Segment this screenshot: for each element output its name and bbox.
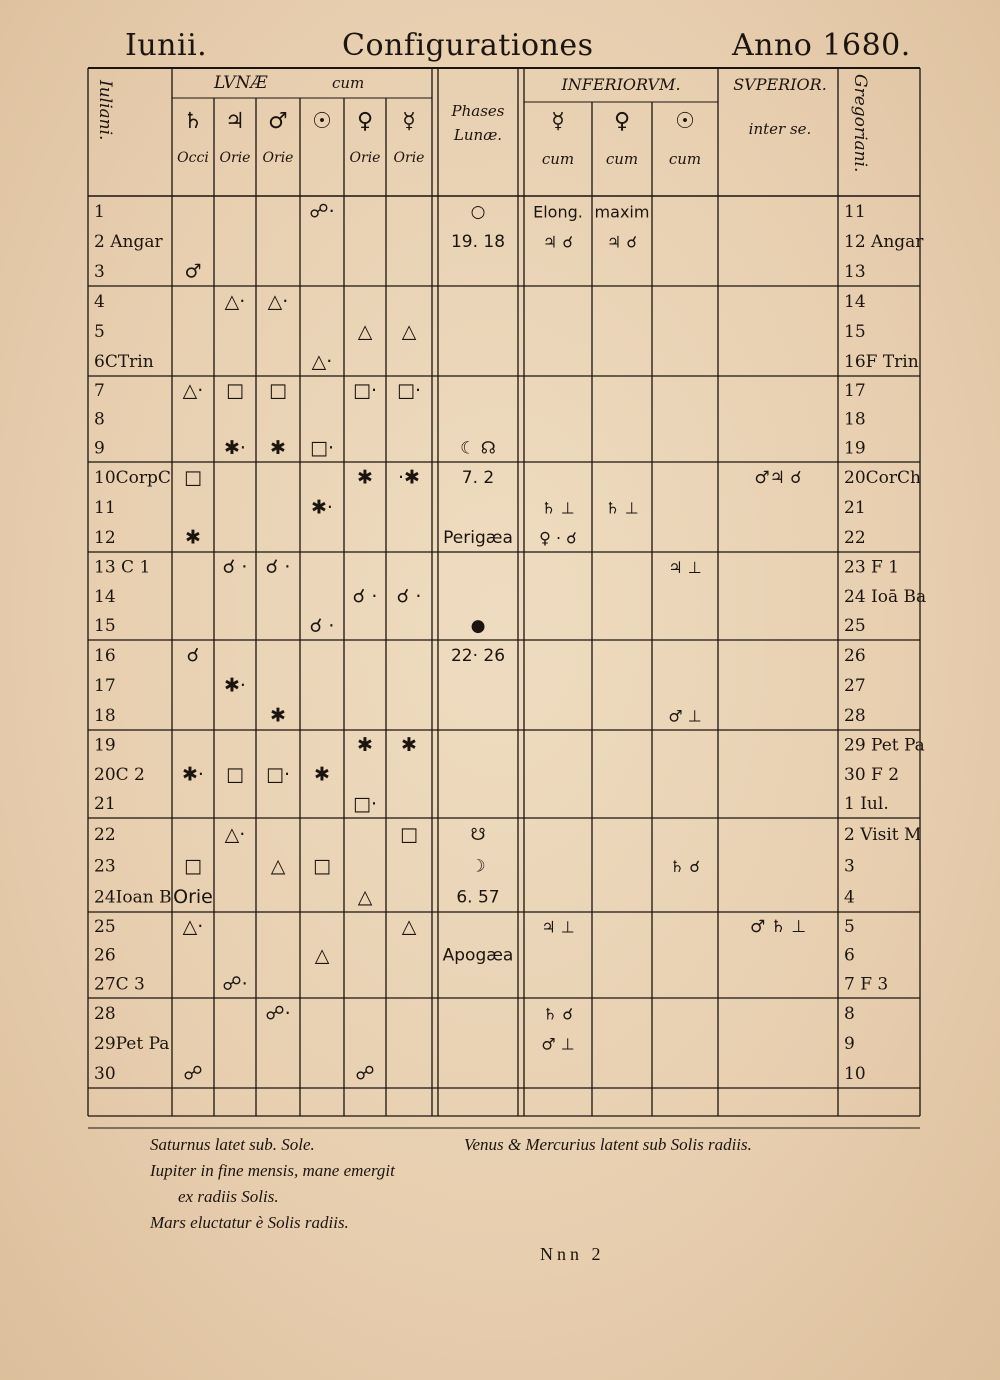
julian-date: 30 xyxy=(94,1064,116,1084)
lunar-aspect: ☍· xyxy=(265,1002,291,1025)
col-header-gregoriani: Gregoriani. xyxy=(850,74,870,173)
lunae-planet-symbol: ♀ xyxy=(356,109,374,134)
lunar-aspect: ✱· xyxy=(182,763,204,786)
signature-mark: Nnn 2 xyxy=(540,1244,605,1264)
col-header-lunae-phase: Lunæ. xyxy=(453,126,503,144)
inferior-aspect: ♄ ☌ xyxy=(542,1004,574,1024)
gregorian-date: 10 xyxy=(844,1064,866,1084)
gregorian-date: 16F Trin xyxy=(844,352,919,372)
gregorian-date: 5 xyxy=(844,917,855,938)
julian-date: 3 xyxy=(94,262,105,282)
inferior-sub-label: cum xyxy=(605,150,639,168)
julian-date: 17 xyxy=(94,676,116,696)
lunar-aspect: ☌ · xyxy=(396,585,422,608)
col-header-iuliani: Iuliani. xyxy=(95,80,115,141)
julian-date: 11 xyxy=(94,498,116,518)
phase-cell: Perigæa xyxy=(443,528,513,548)
gregorian-date: 24 Ioā Ba xyxy=(844,586,927,607)
lunar-aspect: □ xyxy=(184,854,202,877)
note-venus-mercury: Venus & Mercurius latent sub Solis radiis. xyxy=(464,1135,752,1154)
note-jupiter-cont: ex radiis Solis. xyxy=(178,1187,279,1206)
lunar-aspect: △ xyxy=(357,320,373,343)
phase-cell: 22· 26 xyxy=(450,646,506,666)
col-header-phases: Phases xyxy=(451,102,505,120)
col-header-superior: SVPERIOR. xyxy=(733,75,827,94)
lunar-aspect: ✱ xyxy=(270,436,286,459)
lunar-aspect: □ xyxy=(269,379,287,402)
lunar-aspect: ☍· xyxy=(222,972,248,995)
gregorian-date: 25 xyxy=(844,616,866,637)
gregorian-date: 20CorCh xyxy=(844,468,921,488)
gregorian-date: 12 Angar xyxy=(844,232,924,252)
superior-aspect: ♂♃ ☌ xyxy=(754,468,802,488)
inferior-aspect: ♃ ⊥ xyxy=(541,917,575,937)
julian-date: 23 xyxy=(94,856,116,877)
gregorian-date: 2 Visit M xyxy=(844,824,922,845)
gregorian-date: 9 xyxy=(844,1034,855,1054)
gregorian-date: 3 xyxy=(844,856,855,877)
lunar-aspect: △ xyxy=(357,886,373,909)
lunar-aspect: ✱ xyxy=(357,734,373,757)
phase-cell: Apogæa xyxy=(442,945,514,966)
superior-aspect: ♂ ♄ ⊥ xyxy=(749,917,807,938)
gregorian-date: 28 xyxy=(844,706,866,726)
lunar-aspect: ☍· xyxy=(309,200,335,223)
col-header-inferiorum: INFERIORVM. xyxy=(561,75,681,94)
julian-date: 4 xyxy=(94,292,105,312)
lunar-aspect: △· xyxy=(224,290,246,313)
note-jupiter: Iupiter in fine mensis, mane emergit xyxy=(150,1161,395,1180)
gregorian-date: 4 xyxy=(844,887,855,908)
gregorian-date: 18 xyxy=(844,409,866,430)
header-year: Anno 1680. xyxy=(732,28,911,63)
gregorian-date: 11 xyxy=(844,202,866,222)
gregorian-date: 30 F 2 xyxy=(844,764,900,785)
julian-date: 22 xyxy=(94,824,116,845)
gregorian-date: 13 xyxy=(844,262,866,282)
lunar-aspect: ✱· xyxy=(224,436,246,459)
lunar-aspect: □· xyxy=(397,379,421,402)
lunar-aspect: △ xyxy=(270,854,286,877)
gregorian-date: 29 Pet Pa xyxy=(844,735,925,756)
lunae-planet-symbol: ☉ xyxy=(312,109,332,134)
julian-date: 13 C 1 xyxy=(94,557,151,578)
lunar-aspect: ✱· xyxy=(311,496,333,519)
gregorian-date: 1 Iul. xyxy=(844,794,889,815)
inferior-aspect: ♂ ⊥ xyxy=(668,706,702,726)
lunar-aspect: ✱ xyxy=(357,466,373,489)
julian-date: 21 xyxy=(94,794,116,815)
lunar-aspect: ☌ · xyxy=(352,585,378,608)
lunae-sub-label: Occi xyxy=(177,150,209,166)
gregorian-date: 22 xyxy=(844,528,866,548)
lunar-aspect: ☌ xyxy=(186,644,200,667)
inferior-aspect: ♄ ⊥ xyxy=(541,498,575,518)
inferior-planet-symbol: ♀ xyxy=(613,109,631,134)
julian-date: 26 xyxy=(94,945,116,966)
julian-date: 20C 2 xyxy=(94,764,145,785)
julian-date: 16 xyxy=(94,646,116,666)
lunar-aspect: ♂ xyxy=(184,260,202,283)
gregorian-date: 7 F 3 xyxy=(844,974,889,995)
phase-cell: ☾ ☊ xyxy=(460,438,496,459)
inferior-aspect: maxim xyxy=(594,202,650,222)
lunar-aspect: ☍ xyxy=(183,1062,203,1085)
lunar-aspect: □ xyxy=(400,823,418,846)
lunae-planet-symbol: ♄ xyxy=(183,109,203,134)
lunar-aspect: □ xyxy=(313,854,331,877)
inferior-aspect: ♃ ⊥ xyxy=(668,558,702,578)
julian-date: 2 Angar xyxy=(94,232,163,252)
notes-left xyxy=(150,1132,395,1236)
lunae-planet-symbol: ☿ xyxy=(402,109,416,134)
gregorian-date: 8 xyxy=(844,1004,855,1024)
lunar-aspect: △· xyxy=(224,823,246,846)
lunae-planet-symbol: ♃ xyxy=(225,109,245,134)
inferior-planet-symbol: ☉ xyxy=(675,109,695,134)
gregorian-date: 21 xyxy=(844,498,866,518)
inferior-aspect: Elong. xyxy=(533,202,583,222)
inferior-aspect: ♃ ☌ xyxy=(542,232,574,252)
gregorian-date: 6 xyxy=(844,945,855,966)
col-header-cum: cum xyxy=(332,74,365,92)
julian-date: 25 xyxy=(94,917,116,938)
header-month: Iunii. xyxy=(125,28,208,63)
inferior-aspect: ♀ · ☌ xyxy=(539,528,577,548)
phase-cell: ● xyxy=(470,616,486,637)
julian-date: 29Pet Pa xyxy=(94,1034,170,1054)
phase-cell: 7. 2 xyxy=(461,468,495,488)
julian-date: 1 xyxy=(94,202,105,222)
lunar-aspect: ☍ xyxy=(355,1062,375,1085)
lunar-aspect: □ xyxy=(226,379,244,402)
lunar-aspect: △ xyxy=(401,320,417,343)
lunar-aspect: ☌ · xyxy=(265,556,291,579)
lunar-aspect: ·✱ xyxy=(398,466,420,489)
phase-cell: 6. 57 xyxy=(456,887,500,908)
julian-date: 8 xyxy=(94,409,105,430)
gregorian-date: 27 xyxy=(844,676,866,696)
lunar-aspect: ✱ xyxy=(270,704,286,727)
lunar-aspect: □· xyxy=(353,379,377,402)
inferior-sub-label: cum xyxy=(541,150,575,168)
inferior-aspect: ♄ ☌ xyxy=(669,856,701,876)
lunar-aspect: ✱ xyxy=(185,526,201,549)
lunar-aspect: □ xyxy=(226,763,244,786)
julian-date: 18 xyxy=(94,706,116,726)
col-header-inter-se: inter se. xyxy=(748,120,812,138)
lunar-aspect: □· xyxy=(266,763,290,786)
lunar-aspect: △ xyxy=(314,944,330,967)
lunar-aspect: ✱ xyxy=(401,734,417,757)
notes-right xyxy=(464,1132,752,1158)
header-title: Configurationes xyxy=(342,28,594,63)
lunae-sub-label: Orie xyxy=(219,150,251,166)
lunar-aspect: △ xyxy=(401,915,417,938)
phase-cell: ○ xyxy=(470,202,486,222)
lunar-aspect: ✱· xyxy=(224,674,246,697)
lunar-aspect: △· xyxy=(182,379,204,402)
gregorian-date: 17 xyxy=(844,381,866,402)
col-header-lunae: LVNÆ xyxy=(214,73,268,93)
note-saturn: Saturnus latet sub. Sole. xyxy=(150,1135,315,1154)
lunar-aspect: ☌ · xyxy=(222,556,248,579)
lunar-aspect: ☌ · xyxy=(309,614,335,637)
lunar-aspect: □· xyxy=(310,436,334,459)
gregorian-date: 23 F 1 xyxy=(844,557,900,578)
gregorian-date: 15 xyxy=(844,322,866,342)
phase-cell: 19. 18 xyxy=(450,232,506,252)
inferior-aspect: ♄ ⊥ xyxy=(605,498,639,518)
lunar-aspect: □ xyxy=(184,466,202,489)
lunar-aspect: △· xyxy=(182,915,204,938)
phase-cell: ☋ xyxy=(470,824,486,845)
lunar-aspect: △· xyxy=(267,290,289,313)
julian-date: 19 xyxy=(94,735,116,756)
julian-date: 28 xyxy=(94,1004,116,1024)
gregorian-date: 19 xyxy=(844,438,866,459)
julian-date: 10CorpC xyxy=(94,468,171,488)
gregorian-date: 26 xyxy=(844,646,866,666)
lunar-aspect: Orie xyxy=(173,886,213,909)
julian-date: 9 xyxy=(94,438,105,459)
inferior-aspect: ♂ ⊥ xyxy=(541,1034,575,1054)
julian-date: 24Ioan B xyxy=(94,887,172,908)
note-mars: Mars eluctatur è Solis radiis. xyxy=(150,1213,349,1232)
julian-date: 15 xyxy=(94,616,116,637)
julian-date: 5 xyxy=(94,322,105,342)
gregorian-date: 14 xyxy=(844,292,866,312)
lunae-sub-label: Orie xyxy=(393,150,425,166)
lunae-sub-label: Orie xyxy=(262,150,294,166)
phase-cell: ☽ xyxy=(470,856,486,877)
inferior-planet-symbol: ☿ xyxy=(551,109,565,134)
lunar-aspect: ✱ xyxy=(314,763,330,786)
lunar-aspect: □· xyxy=(353,792,377,815)
lunar-aspect: △· xyxy=(311,350,333,373)
julian-date: 7 xyxy=(94,381,105,402)
inferior-aspect: ♃ ☌ xyxy=(606,232,638,252)
julian-date: 27C 3 xyxy=(94,974,145,995)
lunae-sub-label: Orie xyxy=(349,150,381,166)
inferior-sub-label: cum xyxy=(668,150,702,168)
lunae-planet-symbol: ♂ xyxy=(268,109,288,134)
julian-date: 12 xyxy=(94,528,116,548)
julian-date: 14 xyxy=(94,586,116,607)
julian-date: 6CTrin xyxy=(94,352,154,372)
